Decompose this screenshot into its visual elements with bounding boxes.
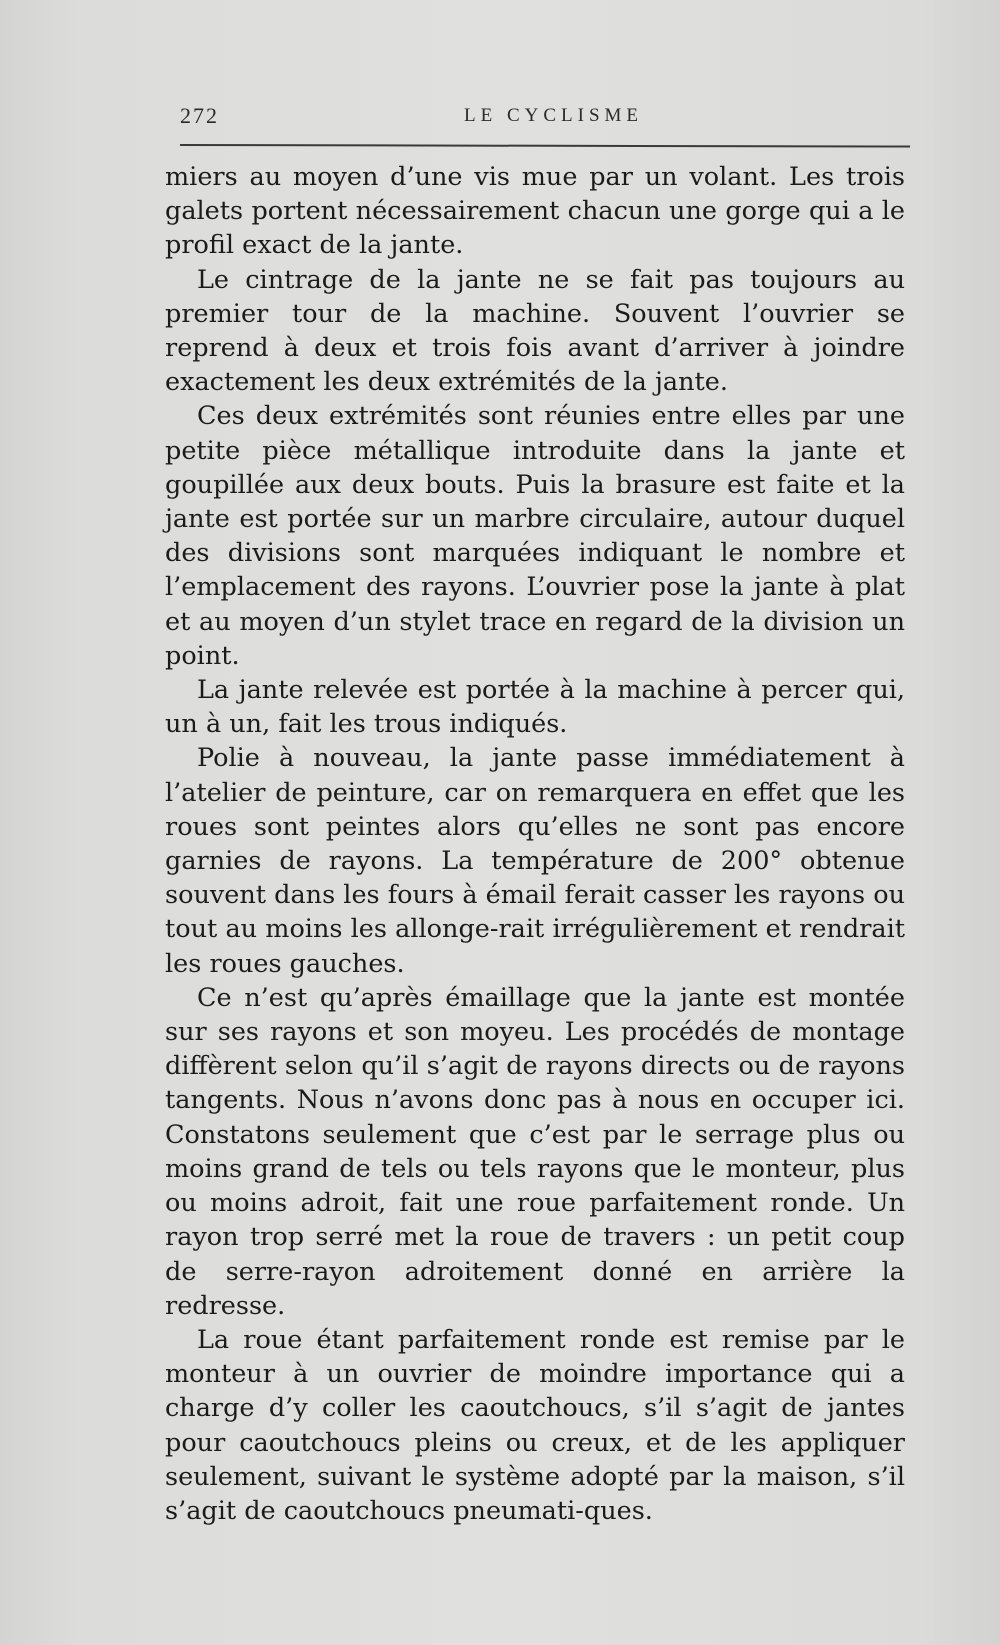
page-number: 272 [180,103,219,128]
paragraph-4: La jante relevée est portée à la machine à percer qui, un à un, fait les trous indiqués. [165,675,905,740]
paragraph-7: La roue étant parfaitement ronde est remise par le monteur à un ouvrier de moindre importance qui a charge d’y coller les caoutchoucs, s’il s’agit de jantes pour caoutchoucs pleins ou creux, et de les appliquer seulement, suivant le système adopté par la maison, s’il s’agit de caoutchoucs pneumati-ques. [165,1324,905,1526]
paragraph-2: Le cintrage de la jante ne se fait pas toujours au premier tour de la machine. Souvent l’ouvrier se reprend à deux et trois fois avant d’arriver à joindre exactement les deux extrémités de la jante. [165,264,905,398]
running-title: LE CYCLISME [464,105,644,126]
header-rule [180,144,910,148]
body-text [165,160,905,1528]
paragraph-6: Ce n’est qu’après émaillage que la jante est montée sur ses rayons et son moyeu. Les procédés de montage diffèrent selon qu’il s’agit de rayons directs ou de rayons tangents. Nous n’avons donc pas à nous en occuper ici. Constatons seulement que c’est par le serrage plus ou moins grand de tels ou tels rayons que le monteur, plus ou moins adroit, fait une roue parfaitement ronde. Un rayon trop serré met la roue de travers : un petit coup de serre-rayon adroitement donné en arrière la redresse. [165,982,905,1321]
page-header [180,103,910,135]
paragraph-5: Polie à nouveau, la jante passe immédiatement à l’atelier de peinture, car on remarquera en effet que les roues sont peintes alors qu’elles ne sont pas encore garnies de rayons. La température de 200° obtenue souvent dans les fours à émail ferait casser les rayons ou tout au moins les allonge-rait irrégulièrement et rendrait les roues gauches. [165,743,905,979]
paragraph-1: miers au moyen d’une vis mue par un volant. Les trois galets portent nécessairement chacun une gorge qui a le profil exact de la jante. [165,162,905,261]
paragraph-3: Ces deux extrémités sont réunies entre elles par une petite pièce métallique introduite dans la jante et goupillée aux deux bouts. Puis la brasure est faite et la jante est portée sur un marbre circulaire, autour duquel des divisions sont marquées indiquant le nombre et l’emplacement des rayons. L’ouvrier pose la jante à plat et au moyen d’un stylet trace en regard de la division un point. [165,401,905,671]
